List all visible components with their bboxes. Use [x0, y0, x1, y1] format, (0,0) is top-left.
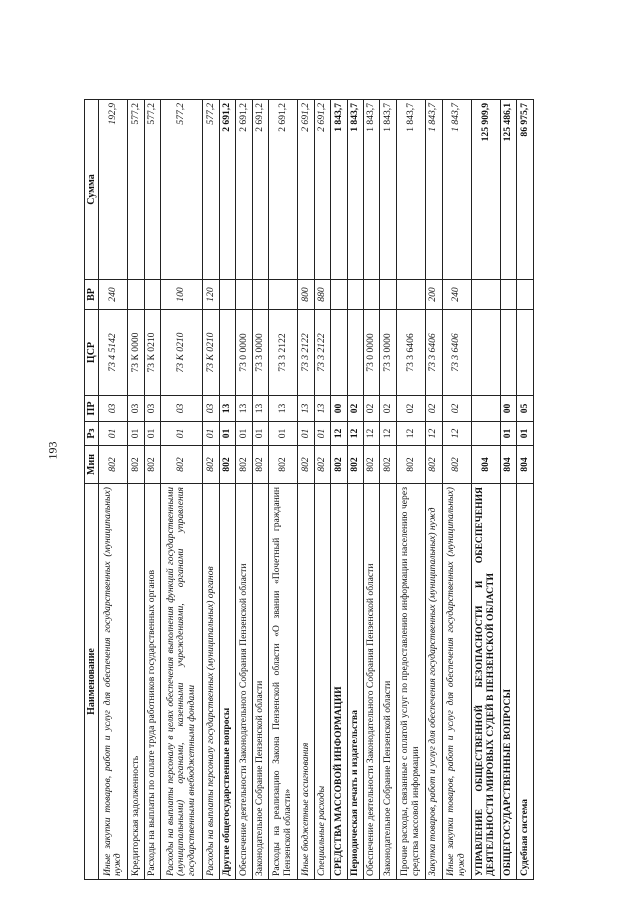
cell-pr: 03 [99, 396, 128, 422]
cell-name: Прочие расходы, связанные с оплатой услуг по предоставлению информации населению через средства массовой информации [396, 484, 425, 880]
header-pr: ПР [85, 396, 99, 422]
rotated-table-container [84, 100, 534, 880]
cell-vr [380, 280, 396, 310]
cell-sum: 577,2 [144, 100, 160, 280]
cell-min: 802 [347, 446, 363, 484]
cell-min: 802 [426, 446, 442, 484]
cell-name: Расходы на выплаты персоналу государственных (муниципальных) органов [203, 484, 219, 880]
cell-csr: 73 0 0000 [236, 310, 252, 396]
cell-sum: 1 843,7 [426, 100, 442, 280]
cell-sum: 1 843,7 [331, 100, 347, 280]
cell-sum: 2 691,2 [314, 100, 330, 280]
cell-name: Законодательное Собрание Пензенской области [380, 484, 396, 880]
cell-min: 802 [314, 446, 330, 484]
cell-min: 802 [298, 446, 314, 484]
cell-pr: 03 [203, 396, 219, 422]
cell-min: 802 [380, 446, 396, 484]
cell-rz: 01 [314, 422, 330, 446]
cell-name: Расходы на реализацию Закона Пензенской области «О звании «Почетный гражданин Пензенской области» [269, 484, 298, 880]
cell-name: Специальные расходы [314, 484, 330, 880]
cell-rz: 12 [347, 422, 363, 446]
cell-pr: 13 [298, 396, 314, 422]
cell-csr [347, 310, 363, 396]
cell-name: Иные закупки товаров, работ и услуг для обеспечения государственных (муниципальных) нужд [442, 484, 471, 880]
cell-name: Расходы на выплаты персоналу в целях обеспечения выполнения функций государственными (муниципальными) органами, казенными учреждениями, органами управления государственными внебюджетными фондами [161, 484, 203, 880]
cell-rz: 01 [236, 422, 252, 446]
cell-pr: 13 [219, 396, 235, 422]
cell-rz: 01 [144, 422, 160, 446]
cell-pr: 13 [236, 396, 252, 422]
table-row [396, 100, 425, 880]
cell-csr [471, 310, 500, 396]
cell-rz [471, 422, 500, 446]
cell-pr: 03 [144, 396, 160, 422]
cell-name: Периодическая печать и издательства [347, 484, 363, 880]
cell-csr [501, 310, 517, 396]
table-row [269, 100, 298, 880]
cell-vr [347, 280, 363, 310]
cell-min: 802 [269, 446, 298, 484]
table-header-row [85, 100, 99, 880]
table-row [298, 100, 314, 880]
cell-min: 804 [501, 446, 517, 484]
cell-vr [517, 280, 534, 310]
cell-min: 802 [144, 446, 160, 484]
cell-vr: 800 [298, 280, 314, 310]
cell-csr: 73 3 2122 [269, 310, 298, 396]
cell-min: 802 [252, 446, 268, 484]
cell-csr [219, 310, 235, 396]
table-row [236, 100, 252, 880]
table-row [347, 100, 363, 880]
cell-vr [144, 280, 160, 310]
table-row [426, 100, 442, 880]
cell-name: Судебная система [517, 484, 534, 880]
cell-rz: 01 [269, 422, 298, 446]
cell-sum: 2 691,2 [252, 100, 268, 280]
cell-pr: 13 [269, 396, 298, 422]
cell-sum: 1 843,7 [442, 100, 471, 280]
cell-sum: 192,9 [99, 100, 128, 280]
cell-sum: 2 691,2 [269, 100, 298, 280]
cell-min: 802 [219, 446, 235, 484]
table-row [442, 100, 471, 880]
cell-csr [517, 310, 534, 396]
cell-pr: 02 [426, 396, 442, 422]
cell-vr [331, 280, 347, 310]
table-row [252, 100, 268, 880]
cell-csr: 73 К 0210 [161, 310, 203, 396]
cell-csr: 73 3 6406 [442, 310, 471, 396]
cell-min: 802 [236, 446, 252, 484]
cell-pr: 02 [364, 396, 380, 422]
cell-pr: 00 [501, 396, 517, 422]
cell-rz: 01 [99, 422, 128, 446]
table-row [203, 100, 219, 880]
cell-min: 802 [203, 446, 219, 484]
cell-csr: 73 0 0000 [364, 310, 380, 396]
table-row [128, 100, 144, 880]
cell-pr: 02 [347, 396, 363, 422]
cell-csr: 73 3 2122 [298, 310, 314, 396]
table-body [99, 100, 534, 880]
cell-csr: 73 3 6406 [426, 310, 442, 396]
cell-min: 802 [364, 446, 380, 484]
cell-min: 802 [128, 446, 144, 484]
cell-min: 802 [99, 446, 128, 484]
cell-csr [331, 310, 347, 396]
cell-sum: 2 691,2 [219, 100, 235, 280]
cell-name: Законодательное Собрание Пензенской области [252, 484, 268, 880]
cell-vr [396, 280, 425, 310]
cell-min: 802 [161, 446, 203, 484]
table-row [501, 100, 517, 880]
cell-rz: 01 [161, 422, 203, 446]
cell-csr: 73 3 0000 [380, 310, 396, 396]
cell-pr: 02 [442, 396, 471, 422]
cell-rz: 01 [219, 422, 235, 446]
cell-sum: 1 843,7 [380, 100, 396, 280]
cell-vr [236, 280, 252, 310]
cell-sum: 577,2 [203, 100, 219, 280]
cell-sum: 2 691,2 [236, 100, 252, 280]
cell-vr: 880 [314, 280, 330, 310]
header-vr: ВР [85, 280, 99, 310]
cell-rz: 12 [442, 422, 471, 446]
cell-name: Кредиторская задолженность [128, 484, 144, 880]
cell-rz: 12 [331, 422, 347, 446]
cell-csr: 73 3 2122 [314, 310, 330, 396]
cell-name: Обеспечение деятельности Законодательного Собрания Пензенской области [364, 484, 380, 880]
cell-pr: 02 [396, 396, 425, 422]
cell-name: Расходы на выплаты по оплате труда работников государственных органов [144, 484, 160, 880]
cell-vr [269, 280, 298, 310]
cell-rz: 01 [252, 422, 268, 446]
header-sum: Сумма [85, 100, 99, 280]
cell-vr [128, 280, 144, 310]
cell-name: УПРАВЛЕНИЕ ОБЩЕСТВЕННОЙ БЕЗОПАСНОСТИ И ОБЕСПЕЧЕНИЯ ДЕЯТЕЛЬНОСТИ МИРОВЫХ СУДЕЙ В ПЕНЗЕНСКОЙ ОБЛАСТИ [471, 484, 500, 880]
cell-sum: 577,2 [128, 100, 144, 280]
cell-csr: 73 К 0210 [144, 310, 160, 396]
cell-csr: 73 3 6406 [396, 310, 425, 396]
table-row [219, 100, 235, 880]
table-row [314, 100, 330, 880]
header-name: Наименование [85, 484, 99, 880]
cell-name: Закупка товаров, работ и услуг для обеспечения государственных (муниципальных) нужд [426, 484, 442, 880]
cell-pr: 03 [161, 396, 203, 422]
header-csr: ЦСР [85, 310, 99, 396]
cell-csr: 73 4 5142 [99, 310, 128, 396]
cell-sum: 1 843,7 [347, 100, 363, 280]
cell-min: 804 [517, 446, 534, 484]
cell-vr [252, 280, 268, 310]
cell-vr: 240 [442, 280, 471, 310]
header-rz: Рз [85, 422, 99, 446]
cell-rz: 01 [128, 422, 144, 446]
cell-sum: 2 691,2 [298, 100, 314, 280]
cell-name: Обеспечение деятельности Законодательного Собрания Пензенской области [236, 484, 252, 880]
table-row [380, 100, 396, 880]
cell-rz: 01 [501, 422, 517, 446]
cell-rz: 12 [426, 422, 442, 446]
cell-pr: 05 [517, 396, 534, 422]
cell-vr [501, 280, 517, 310]
cell-sum: 125 909,9 [471, 100, 500, 280]
cell-vr: 120 [203, 280, 219, 310]
cell-pr: 03 [128, 396, 144, 422]
cell-min: 802 [331, 446, 347, 484]
cell-csr: 73 К 0000 [128, 310, 144, 396]
cell-vr: 240 [99, 280, 128, 310]
cell-rz: 01 [517, 422, 534, 446]
cell-name: СРЕДСТВА МАССОВОЙ ИНФОРМАЦИИ [331, 484, 347, 880]
cell-vr [219, 280, 235, 310]
cell-rz: 12 [380, 422, 396, 446]
cell-name: ОБЩЕГОСУДАРСТВЕННЫЕ ВОПРОСЫ [501, 484, 517, 880]
cell-csr: 73 К 0210 [203, 310, 219, 396]
cell-name: Иные бюджетные ассигнования [298, 484, 314, 880]
budget-table [84, 99, 534, 880]
cell-rz: 01 [203, 422, 219, 446]
cell-csr: 73 3 0000 [252, 310, 268, 396]
cell-min: 802 [442, 446, 471, 484]
cell-rz: 12 [396, 422, 425, 446]
cell-min: 802 [396, 446, 425, 484]
cell-sum: 1 843,7 [364, 100, 380, 280]
table-row [331, 100, 347, 880]
table-row [144, 100, 160, 880]
cell-vr: 100 [161, 280, 203, 310]
cell-min: 804 [471, 446, 500, 484]
page-number: 193 [45, 441, 60, 460]
cell-pr: 00 [331, 396, 347, 422]
header-min: Мин [85, 446, 99, 484]
table-row [161, 100, 203, 880]
cell-pr: 13 [252, 396, 268, 422]
table-row [471, 100, 500, 880]
cell-vr [471, 280, 500, 310]
table-row [364, 100, 380, 880]
cell-rz: 12 [364, 422, 380, 446]
cell-pr [471, 396, 500, 422]
cell-sum: 125 486,1 [501, 100, 517, 280]
table-row [99, 100, 128, 880]
table-row [517, 100, 534, 880]
cell-pr: 02 [380, 396, 396, 422]
cell-sum: 577,2 [161, 100, 203, 280]
cell-vr [364, 280, 380, 310]
cell-name: Иные закупки товаров, работ и услуг для обеспечения государственных (муниципальных) нужд [99, 484, 128, 880]
cell-sum: 1 843,7 [396, 100, 425, 280]
cell-vr: 200 [426, 280, 442, 310]
cell-sum: 86 975,7 [517, 100, 534, 280]
cell-name: Другие общегосударственные вопросы [219, 484, 235, 880]
cell-rz: 01 [298, 422, 314, 446]
cell-pr: 13 [314, 396, 330, 422]
